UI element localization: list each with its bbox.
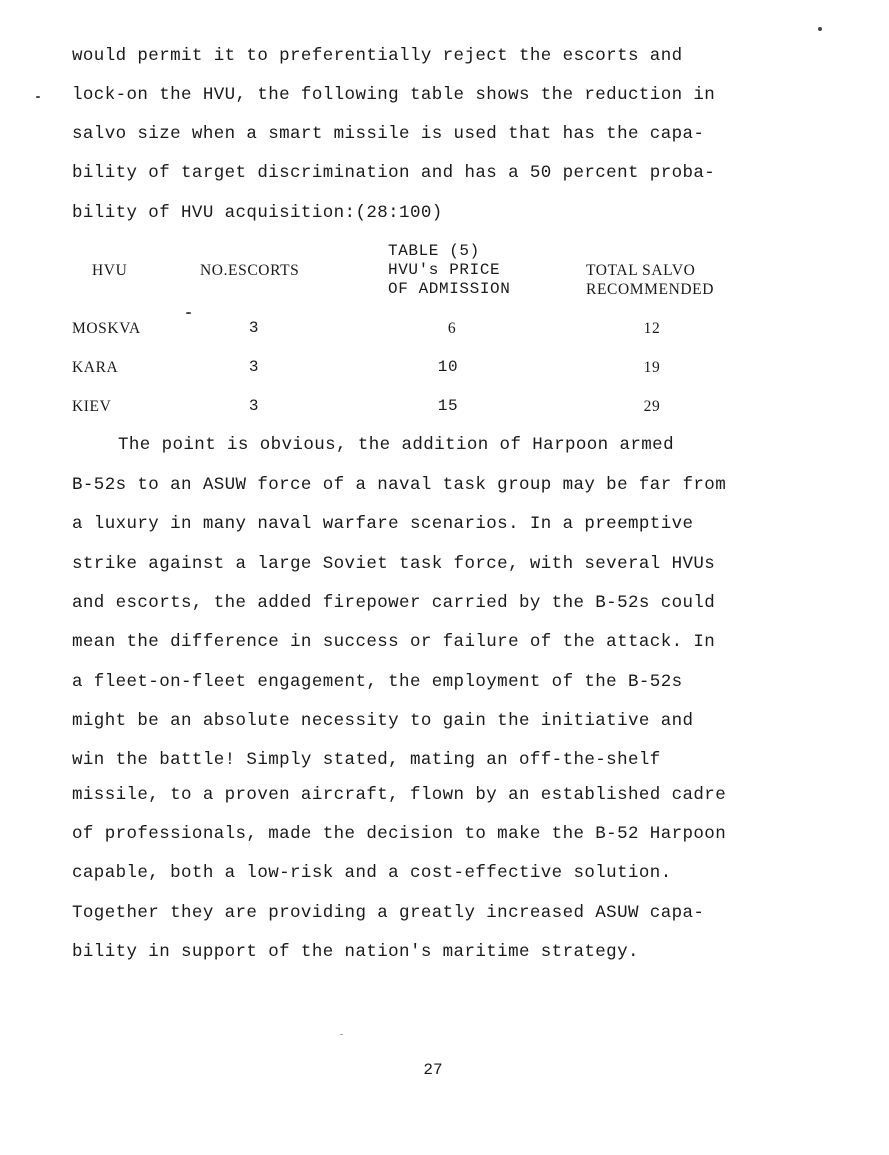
- body-line: Together they are providing a greatly increased ASUW capa-: [72, 903, 705, 923]
- cell-escorts: 3: [248, 358, 260, 376]
- cell-hvu: KIEV: [72, 398, 112, 415]
- body-line: might be an absolute necessity to gain the initiative and: [72, 711, 694, 731]
- scan-speck: [340, 1034, 343, 1035]
- table-caption: TABLE (5): [388, 242, 480, 260]
- cell-salvo: 12: [643, 320, 661, 337]
- body-line: a luxury in many naval warfare scenarios. In a preemptive: [72, 514, 694, 534]
- cell-price: 10: [437, 358, 459, 376]
- cell-hvu: KARA: [72, 359, 119, 376]
- cell-price: 6: [447, 320, 457, 337]
- scan-speck: [818, 27, 822, 31]
- header-hvu: HVU: [92, 262, 128, 279]
- body-line: missile, to a proven aircraft, flown by an established cadre: [72, 785, 727, 805]
- body-line: lock-on the HVU, the following table shows the reduction in: [72, 85, 716, 105]
- scan-speck: [36, 96, 40, 98]
- cell-hvu: MOSKVA: [72, 320, 141, 337]
- cell-escorts: 3: [248, 319, 260, 337]
- body-line: of professionals, made the decision to make the B-52 Harpoon: [72, 824, 727, 844]
- body-line: bility of target discrimination and has a 50 percent proba-: [72, 163, 716, 183]
- cell-salvo: 29: [643, 398, 661, 415]
- body-line: capable, both a low-risk and a cost-effective solution.: [72, 863, 672, 883]
- body-line: bility of HVU acquisition:(28:100): [72, 203, 443, 223]
- header-price-line2: OF ADMISSION: [388, 280, 511, 298]
- body-line: would permit it to preferentially reject the escorts and: [72, 46, 683, 66]
- body-line: a fleet-on-fleet engagement, the employment of the B-52s: [72, 672, 683, 692]
- page-number: 27: [423, 1061, 443, 1079]
- cell-price: 15: [437, 397, 459, 415]
- body-line: win the battle! Simply stated, mating an off-the-shelf: [72, 750, 661, 770]
- body-line: bility in support of the nation's maritime strategy.: [72, 942, 639, 962]
- cell-escorts: 3: [248, 397, 260, 415]
- scan-speck: [186, 312, 191, 314]
- body-line: strike against a large Soviet task force, with several HVUs: [72, 554, 716, 574]
- body-line: The point is obvious, the addition of Harpoon armed: [118, 435, 674, 455]
- body-line: and escorts, the added firepower carried by the B-52s could: [72, 593, 716, 613]
- header-price-line1: HVU's PRICE: [388, 261, 501, 279]
- cell-salvo: 19: [643, 359, 661, 376]
- header-salvo-line1: TOTAL SALVO: [586, 262, 696, 279]
- body-line: salvo size when a smart missile is used that has the capa-: [72, 124, 705, 144]
- body-line: mean the difference in success or failure of the attack. In: [72, 632, 716, 652]
- header-escorts: NO.ESCORTS: [200, 262, 300, 279]
- body-line: B-52s to an ASUW force of a naval task group may be far from: [72, 475, 727, 495]
- header-salvo-line2: RECOMMENDED: [586, 281, 715, 298]
